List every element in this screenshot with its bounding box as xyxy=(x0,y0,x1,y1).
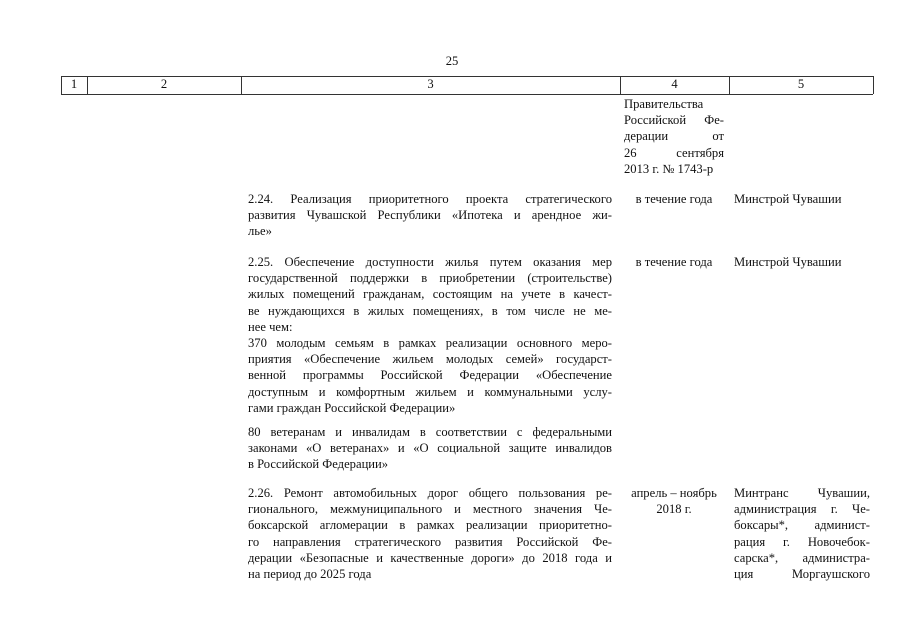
text-line: доступным и комфортным жильем и коммунальными услу- xyxy=(248,384,612,399)
row-2-26-description xyxy=(248,485,612,582)
text-line: рация г. Новочебок- xyxy=(734,534,870,549)
continuation-deadline-cell xyxy=(624,96,724,177)
text-line: 2013 г. № 1743-р xyxy=(624,161,714,176)
text-line: лье» xyxy=(248,224,272,239)
text-line: 2.24. Реализация приоритетного проекта стратегического xyxy=(248,192,612,206)
text-line: Российской Фе- xyxy=(624,113,724,128)
text-line: 26 сентября xyxy=(624,145,724,160)
text-line: на период до 2025 года xyxy=(248,567,372,582)
column-header-4: 4 xyxy=(671,77,678,91)
text-line: Правительства xyxy=(624,97,704,111)
text-line: 2.26. Ремонт автомобильных дорог общего пользования ре- xyxy=(248,486,612,500)
text-line: боксарской агломерации в рамках реализации приоритетно- xyxy=(248,518,612,533)
text-line: го направления стратегического развития Российской Фе- xyxy=(248,534,612,549)
text-line: 2.25. Обеспечение доступности жилья путем оказания мер xyxy=(248,255,612,269)
column-header-5: 5 xyxy=(797,77,805,91)
text-line: Минтранс Чувашии, xyxy=(734,486,870,500)
text-line: боксары*, админист- xyxy=(734,518,870,533)
row-2-26-deadline xyxy=(624,485,724,517)
text-line: дерации от xyxy=(624,129,724,144)
text-line: государственной поддержки в приобретении (строительстве) xyxy=(248,271,612,286)
text-line: 2018 г. xyxy=(656,502,692,517)
text-line: апрель – ноябрь xyxy=(631,486,717,500)
text-line: дерации «Безопасные и качественные дороги» до 2018 года и xyxy=(248,550,612,565)
text-line: жилых помещений гражданам, состоящим на учете в качест- xyxy=(248,287,612,302)
text-line: ве нуждающихся в жилых помещениях, в том числе не ме- xyxy=(248,303,612,318)
text-line: гами граждан Российской Федерации» xyxy=(248,400,456,415)
row-2-24-responsible: Минстрой Чувашии xyxy=(734,192,842,206)
text-line: приятия «Обеспечение жильем молодых семей» государст- xyxy=(248,352,612,367)
column-header-3: 3 xyxy=(427,77,434,91)
row-2-24-description xyxy=(248,191,612,240)
text-line: нее чем: xyxy=(248,319,293,334)
row-2-25-description-continued xyxy=(248,424,612,473)
row-2-25-deadline: в течение года xyxy=(635,255,713,269)
text-line: законами «О ветеранах» и «О социальной защите инвалидов xyxy=(248,441,612,456)
text-line: 80 ветеранам и инвалидам в соответствии с федеральными xyxy=(248,425,612,439)
text-line: 370 молодым семьям в рамках реализации основного меро- xyxy=(248,336,612,351)
row-2-25-description xyxy=(248,254,612,416)
row-2-25-responsible: Минстрой Чувашии xyxy=(734,255,842,269)
text-line: в Российской Федерации» xyxy=(248,457,389,472)
row-2-26-responsible xyxy=(734,485,870,582)
header-bottom-border xyxy=(61,94,873,95)
text-line: гионального, межмуниципального и местного значения Че- xyxy=(248,502,612,517)
text-line: ция Моргаушского xyxy=(734,567,870,582)
text-line: развития Чувашской Республики «Ипотека и арендное жи- xyxy=(248,208,612,223)
page-number: 25 xyxy=(445,54,459,68)
column-header-1: 1 xyxy=(70,77,78,91)
text-line: сарска*, администра- xyxy=(734,550,870,565)
text-line: администрация г. Че- xyxy=(734,502,870,517)
header-divider xyxy=(873,76,874,94)
column-header-2: 2 xyxy=(160,77,168,91)
row-2-24-deadline: в течение года xyxy=(635,192,713,206)
text-line: венной программы Российской Федерации «Обеспечение xyxy=(248,368,612,383)
